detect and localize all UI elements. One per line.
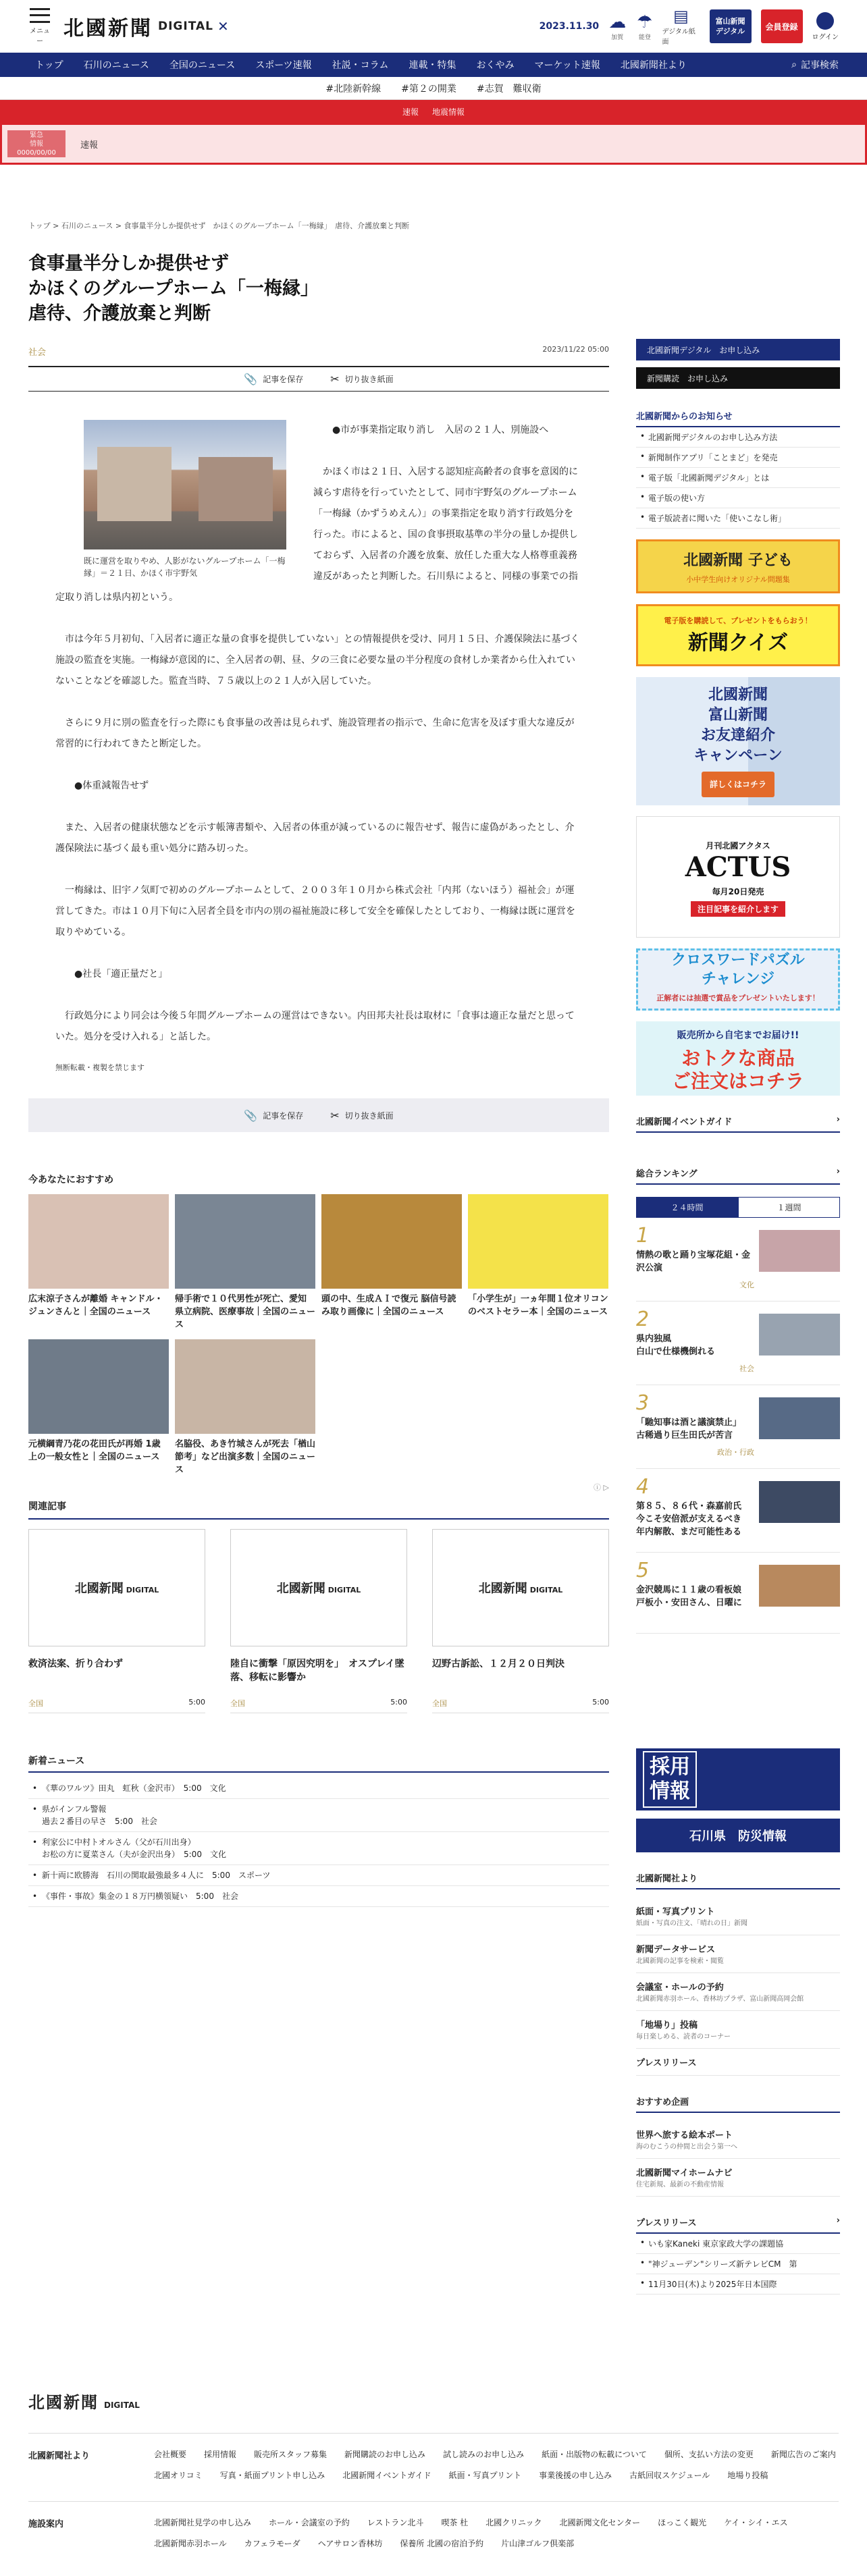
tab-24h[interactable]: ２４時間 — [636, 1197, 738, 1218]
hashtag-bar — [0, 77, 867, 100]
current-date: 2023.11.30 — [539, 21, 600, 32]
ranking-thumb — [759, 1481, 840, 1523]
article-paragraph: 行政処分により同会は今後５年間グループホームの運営はできない。内田邦夫社長は取材に「食事は適正な量だと思っていた。処分を受け入れる」と話した。 — [55, 1011, 575, 1042]
kids-banner[interactable]: 北國新聞 子ども 小中学生向けオリジナル問題集 — [636, 539, 840, 593]
service-item[interactable]: 会議室・ホールの予約 北國新聞赤羽ホール、香林坊プラザ、富山新聞高岡会館 — [636, 1973, 840, 2011]
alert-right[interactable]: 地震情報 — [432, 107, 465, 117]
article-search[interactable]: ⌕ 記事検索 — [791, 59, 839, 71]
weather-widget[interactable]: ☁ 加賀 ☂ 能登 — [608, 11, 653, 41]
footer-link[interactable]: 北國オリコミ — [154, 2471, 203, 2480]
member-register-button[interactable]: 会員登録 — [761, 9, 803, 43]
article-body — [28, 420, 609, 1048]
footer-link[interactable]: レストラン北斗 — [367, 2518, 424, 2527]
pickup-heading: おすすめ企画 — [636, 2095, 840, 2113]
notice-item[interactable]: • 電子版「北國新聞デジタル」とは — [636, 468, 840, 488]
service-item[interactable]: プレスリリース — [636, 2049, 840, 2076]
footer-links — [154, 2448, 839, 2481]
ranking-thumb — [759, 1230, 840, 1272]
footer-link[interactable]: 北國新聞社見学の申し込み — [154, 2518, 252, 2527]
nav-editorial[interactable]: 社説・コラム — [332, 60, 389, 71]
recommend-image — [28, 1194, 169, 1289]
recommend-item[interactable]: 元横綱青乃花の花田氏が再婚 1歳上の一般女性と｜全国のニュース — [28, 1339, 169, 1476]
press-item[interactable]: • "神ジューデン"シリーズ新テレビCM 第 — [636, 2254, 840, 2274]
save-article-button[interactable]: 📎 記事を保存 — [244, 1108, 304, 1122]
photo-caption: 既に運営を取りやめ、人影がないグループホーム「一梅縁」＝２１日、かほく市宇野気 — [84, 556, 286, 578]
article-datetime: 2023/11/22 05:00 — [542, 345, 609, 354]
footer-link[interactable]: ケイ・シイ・エス — [724, 2518, 788, 2527]
related-thumb: 北國新聞 DIGITAL — [230, 1529, 407, 1646]
footer-link[interactable]: 紙面・出版物の転載について — [542, 2450, 647, 2459]
toyama-digital-button[interactable]: 富山新聞 デジタル — [710, 9, 752, 43]
footer-link[interactable]: 採用情報 — [204, 2450, 237, 2459]
hashtag-shinkansen[interactable]: #北陸新幹線 — [325, 83, 382, 95]
ranking-thumb — [759, 1565, 840, 1607]
clip-paper-button[interactable]: ✂ 切り抜き紙面 — [330, 373, 394, 385]
footer-link[interactable]: 新聞購読のお申し込み — [344, 2450, 426, 2459]
ranking-thumb — [759, 1314, 840, 1356]
related-grid — [28, 1529, 609, 1713]
nav-ishikawa[interactable]: 石川のニュース — [83, 60, 149, 71]
ranking-item[interactable]: 4 第８５、８６代・森嘉前氏 今こそ安倍派が支えるべき 年内解散、まだ可能性ある — [636, 1469, 840, 1553]
article-paragraph: 一梅縁は、旧宇ノ気町で初めのグループホームとして、２００３年１０月から株式会社「内邦（ないほう）福祉会」が運営してきた。市は１０月下旬に入居者全員を市内の別の福祉施設に移して安全を確保したとしており、一梅縁は既に運営を取りやめている。 — [55, 885, 575, 938]
service-item[interactable]: 新聞データサービス 北國新聞の記事を検索・閲覧 — [636, 1935, 840, 1973]
nav-market[interactable]: マーケット速報 — [534, 60, 600, 71]
sidebar — [636, 165, 840, 2295]
alert-tag: 緊急 情報 0000/00/00 — [7, 130, 65, 157]
article-lead: ●市が事業指定取り消し 入居の２１人、別施設へ — [332, 425, 549, 435]
menu-button[interactable]: メニュー — [28, 8, 51, 45]
article-subhead: ●社長「適正量だと」 — [74, 969, 168, 980]
alert-message[interactable]: 速報 — [80, 140, 99, 151]
footer-facility-row: 施設案内 北國新聞社見学の申し込み ホール・会議室の予約 レストラン北斗 喫茶 杜 北國クリニック 北國新聞文化センター ほっこく観光 ケイ・シイ・エス 北國新聞赤羽ホール カフェラモーダ ヘアサロン香林坊 保養所 北國の宿泊予約 片山津ゴルフ倶楽部 — [28, 2501, 839, 2549]
clip-paper-button[interactable]: ✂ 切り抜き紙面 — [330, 1108, 394, 1122]
nav-series[interactable]: 連載・特集 — [409, 60, 456, 71]
top-header — [0, 0, 867, 53]
umbrella-icon: ☂ — [637, 11, 653, 32]
footer-link[interactable]: 個所、支払い方法の変更 — [664, 2450, 754, 2459]
alert-body — [0, 123, 867, 165]
scissors-icon: ✂ — [330, 1108, 340, 1122]
notice-item[interactable]: • 電子版の使い方 — [636, 488, 840, 508]
ranking-item[interactable]: 5 金沢競馬に１１歳の看板娘 戸板小・安田さん、日曜に — [636, 1553, 840, 1634]
copyright-note: 無断転載・複製を禁じます — [55, 1063, 144, 1072]
nav-sports[interactable]: スポーツ速報 — [255, 60, 312, 71]
footer-link[interactable]: 保養所 北國の宿泊予約 — [400, 2539, 484, 2548]
digital-subscribe-button[interactable]: 北國新聞デジタル お申し込み — [636, 339, 840, 360]
main-nav — [0, 53, 867, 77]
recommend-image — [468, 1194, 608, 1289]
latest-item[interactable]: • 利家公に中村トオルさん（父が石川出身） お松の方に夏菜さん（夫が金沢出身） 5:00 文化 — [28, 1832, 609, 1865]
services-heading: 北國新聞社より — [636, 1871, 840, 1889]
services-list — [636, 1898, 840, 2076]
pickup-item[interactable]: 世界へ旅する絵本ポート 海のむこうの仲間と出会う第一へ — [636, 2121, 840, 2159]
article-paragraph: 市は今年５月初旬、「入居者に適正な量の食事を提供していない」との情報提供を受け、同月１５日、介護保険法に基づく施設の監査を実施。一梅縁が意図的に、全入居者の朝、昼、夕の三食に必要な量の半分程度の食材しか業者から仕入れていないことなどを確認した。監査当時、７５歳以上の２１人が入居していた。 — [55, 634, 580, 687]
footer-logo[interactable]: 北國新聞 DIGITAL — [28, 2392, 140, 2412]
recommend-item[interactable]: 頭の中、生成ＡＩで復元 脳信号読み取り画像に｜全国のニュース — [321, 1194, 462, 1331]
latest-item[interactable]: • 県がインフル警報 過去２番目の早さ 5:00 社会 — [28, 1799, 609, 1832]
chevron-right-icon: › — [836, 1166, 840, 1177]
breaking-alert-bar — [0, 100, 867, 123]
footer-link[interactable]: 古紙回収スケジュール — [629, 2471, 710, 2480]
ranking-item[interactable]: 1 情熱の歌と踊り宝塚花組・金沢公演 文化 — [636, 1218, 840, 1302]
nav-obituary[interactable]: おくやみ — [476, 60, 515, 71]
actus-banner[interactable]: 月刊北國アクタス ACTUS 毎月20日発売 注目記事を紹介します — [636, 816, 840, 938]
service-item[interactable]: 紙面・写真プリント 紙面・写真の注文、「晴れの日」新聞 — [636, 1898, 840, 1935]
footer-link[interactable]: 会社概要 — [154, 2450, 187, 2459]
footer-link[interactable]: 北國新聞イベントガイド — [342, 2471, 431, 2480]
paper-subscribe-button[interactable]: 新聞購読 お申し込み — [636, 367, 840, 389]
newspaper-icon: ▤ — [673, 7, 689, 26]
ranking-item[interactable]: 3 「馳知事は酒と議演禁止」 古稀過り巨生田氏が苦言 政治・行政 — [636, 1385, 840, 1469]
pickup-list — [636, 2121, 840, 2197]
footer-link[interactable]: 試し読みのお申し込み — [443, 2450, 525, 2459]
ranking-tabs — [636, 1197, 840, 1218]
article-subhead: ●体重減報告せず — [74, 780, 149, 791]
footer-link[interactable]: 紙面・写真プリント — [448, 2471, 522, 2480]
article-figure — [84, 420, 286, 579]
article-paragraph: また、入居者の健康状態などを示す帳簿書類や、入居者の体重が減っているのに報告せず、報告に虚偽があったとし、介護保険法に基づく最も重い処分に踏み切った。 — [55, 822, 575, 854]
article-paragraph: さらに９月に別の監査を行った際にも食事量の改善は見られず、施設管理者の指示で、生命に危害を及ぼす重大な違反が常習的に行われてきたと断定した。 — [55, 718, 575, 749]
press-list — [636, 2234, 840, 2295]
event-guide-link[interactable]: 北國新聞イベントガイド › — [636, 1115, 840, 1133]
recommend-image — [175, 1194, 315, 1289]
article-category[interactable]: 社会 — [28, 348, 47, 358]
recommend-item[interactable]: 帰手術で１０代男性が死亡、愛知 県立病院、医療事故｜全国のニュース — [175, 1194, 315, 1331]
related-thumb: 北國新聞 DIGITAL — [432, 1529, 609, 1646]
article-paragraph: かほく市は２１日、入居する認知症高齢者の食事を意図的に減らす虐待を行っていたとして、同市宇野気のグループホーム「一梅縁（かずうめえん）」の事業指定を取り消す行政処分を行った。市によると、国の食事摂取基準の半分の量しか提供しておらず、入居者の介護を放棄、放任した重大な人格尊重義務違反があったと判断した。石川県によると、同様の事業での指定取り消しは県内初という。 — [55, 466, 578, 603]
paperclip-icon: 📎 — [244, 1108, 258, 1122]
press-item[interactable]: • 11月30日(木)より2025年日本国際 — [636, 2274, 840, 2295]
ranking-item[interactable]: 2 県内独風 白山で仕様機倒れる 社会 — [636, 1302, 840, 1385]
nav-national[interactable]: 全国のニュース — [169, 60, 236, 71]
tab-week[interactable]: １週間 — [738, 1197, 840, 1218]
press-item[interactable]: • いも家Kaneki 東京家政大学の課題協 — [636, 2234, 840, 2254]
press-heading: プレスリリース › — [636, 2216, 840, 2234]
footer-link[interactable]: 喫茶 杜 — [441, 2518, 469, 2527]
notice-item[interactable]: • 新聞制作アプリ「ことまど」を発売 — [636, 448, 840, 468]
save-article-button[interactable]: 📎 記事を保存 — [244, 373, 304, 385]
user-icon — [816, 12, 834, 30]
ranking-thumb — [759, 1397, 840, 1439]
footer-link[interactable]: 北國新聞赤羽ホール — [154, 2539, 227, 2548]
footer-company-row: 北國新聞社より 会社概要 採用情報 販売所スタッフ募集 新聞購読のお申し込み 試し読みのお申し込み 紙面・出版物の転載について 個所、支払い方法の変更 新聞広告のご案内 北國オリコミ 写真・紙面プリント申し込み 北國新聞イベントガイド 紙面・写真プリント 事業後援の申し込み 古紙回収スケジュール 地場り投稿 — [28, 2433, 839, 2481]
latest-item[interactable]: • 新十両に欧勝海 石川の関取最強最多４人に 5:00 スポーツ — [28, 1865, 609, 1886]
search-icon: ⌕ — [791, 59, 797, 70]
shop-banner[interactable]: 販売所から自宅までお届け!! おトクな商品 ご注文はコチラ — [636, 1021, 840, 1096]
chevron-right-icon: › — [836, 2216, 840, 2226]
digital-paper-button[interactable]: ▤ デジタル紙面 — [662, 7, 695, 46]
recommend-image — [321, 1194, 462, 1289]
related-thumb: 北國新聞 DIGITAL — [28, 1529, 205, 1646]
recommend-heading: 今あなたにおすすめ — [28, 1175, 114, 1185]
ranking-heading: 総合ランキング › — [636, 1166, 840, 1185]
pickup-item[interactable]: 北國新聞マイホームナビ 住宅新規、最新の不動産情報 — [636, 2159, 840, 2197]
latest-heading: 新着ニュース — [28, 1754, 609, 1773]
nav-top[interactable]: トップ — [35, 60, 63, 71]
notice-item[interactable]: • 北國新聞デジタルのお申し込み方法 — [636, 427, 840, 448]
article-title: 食事量半分しか提供せず かほくのグループホーム「一梅縁」 虐待、介護放棄と判断 — [28, 253, 319, 324]
hamburger-icon — [30, 8, 50, 23]
footer-link[interactable]: 地場り投稿 — [727, 2471, 768, 2480]
notice-item[interactable]: • 電子版読者に聞いた「使いこなし術」 — [636, 508, 840, 529]
hashtag-second-opening[interactable]: #第２の開業 — [401, 83, 456, 95]
service-item[interactable]: 「地場り」投稿 毎日楽しめる、読者のコーナー — [636, 2011, 840, 2049]
adchoice-icon[interactable]: ⓘ ▷ — [594, 1483, 609, 1492]
footer-link[interactable]: ほっこく観光 — [658, 2518, 707, 2527]
related-item[interactable]: 北國新聞 DIGITAL 辺野古訴訟、１２月２０日判決 全国 5:00 — [432, 1529, 609, 1713]
latest-list — [28, 1778, 609, 1907]
article-photo[interactable] — [84, 420, 286, 549]
footer-link[interactable]: 北國新聞文化センター — [559, 2518, 641, 2527]
paperclip-icon: 📎 — [244, 373, 258, 385]
footer-link[interactable]: ヘアサロン香林坊 — [317, 2539, 383, 2548]
alert-left[interactable]: 速報 — [402, 107, 419, 117]
article-tools-top — [28, 366, 609, 392]
site-footer — [0, 2389, 867, 2576]
site-logo[interactable] — [63, 11, 229, 41]
login-button[interactable]: ログイン — [812, 12, 839, 41]
scissors-icon: ✂ — [330, 373, 340, 385]
recruit-banner[interactable]: 採用 情報 — [636, 1748, 840, 1810]
notice-list — [636, 427, 840, 529]
nav-company[interactable]: 北國新聞社より — [620, 60, 687, 71]
breadcrumb[interactable]: トップ > 石川のニュース > 食事量半分しか提供せず かほくのグループホーム「一梅縁」 虐待、介護放棄と判断 — [28, 221, 410, 230]
recommend-image — [175, 1339, 315, 1434]
related-item[interactable]: 北國新聞 DIGITAL 救済法案、折り合わず 全国 5:00 — [28, 1529, 205, 1713]
recommend-item[interactable]: 広末涼子さんが離婚 キャンドル・ジュンさんと｜全国のニュース — [28, 1194, 169, 1331]
crossword-banner[interactable]: クロスワードパズル チャレンジ 正解者には抽選で賞品をプレゼントいたします！ — [636, 948, 840, 1011]
logo-digital: DIGITAL — [158, 20, 213, 33]
footer-link[interactable]: 事業後援の申し込み — [539, 2471, 612, 2480]
footer-link[interactable]: 北國クリニック — [485, 2518, 542, 2527]
referral-banner[interactable]: 北國新聞 富山新聞 お友達紹介 キャンペーン 詳しくはコチラ — [636, 677, 840, 805]
recommend-image — [28, 1339, 169, 1434]
footer-link[interactable]: 片山津ゴルフ倶楽部 — [501, 2539, 575, 2548]
related-item[interactable]: 北國新聞 DIGITAL 陸自に衝撃「原因究明を」 オスプレイ墜落、移転に影響か 全国 5:00 — [230, 1529, 407, 1713]
quiz-banner[interactable]: 電子版を購読して、プレゼントをもらおう！ 新聞クイズ — [636, 604, 840, 666]
disaster-info-banner[interactable]: 石川県 防災情報 — [636, 1819, 840, 1852]
cloud-rain-icon: ☁ — [608, 11, 627, 32]
latest-item[interactable]: • 《華のワルツ》田丸 虹秋（金沢市） 5:00 文化 — [28, 1778, 609, 1799]
chevron-right-icon: › — [836, 1115, 840, 1125]
recommend-grid — [28, 1194, 609, 1476]
main-column — [28, 165, 609, 2295]
notice-heading: 北國新聞からのお知らせ — [636, 409, 840, 427]
logo-mark-icon: ✕ — [217, 18, 229, 34]
recommend-item[interactable]: 名脇役、あき竹城さんが死去「楢山節考」など出演多数｜全国のニュース — [175, 1339, 315, 1476]
latest-item[interactable]: • 《事件・事故》集金の１８万円横領疑い 5:00 社会 — [28, 1886, 609, 1907]
related-heading: 関連記事 — [28, 1499, 609, 1520]
article-tools-bottom — [28, 1098, 609, 1132]
footer-link[interactable]: カフェラモーダ — [244, 2539, 300, 2548]
footer-link[interactable]: 新聞広告のご案内 — [770, 2450, 836, 2459]
footer-link[interactable]: ホール・会議室の予約 — [269, 2518, 350, 2527]
footer-link[interactable]: 写真・紙面プリント申し込み — [219, 2471, 325, 2480]
logo-kanji: 北國新聞 — [63, 17, 153, 41]
footer-links — [154, 2517, 839, 2549]
recommend-item[interactable]: 「小学生が」一ヵ年間１位オリコンのベストセラー本｜全国のニュース — [468, 1194, 608, 1331]
footer-link[interactable]: 販売所スタッフ募集 — [254, 2450, 327, 2459]
hashtag-shika[interactable]: #志賀 難収衛 — [476, 83, 542, 95]
